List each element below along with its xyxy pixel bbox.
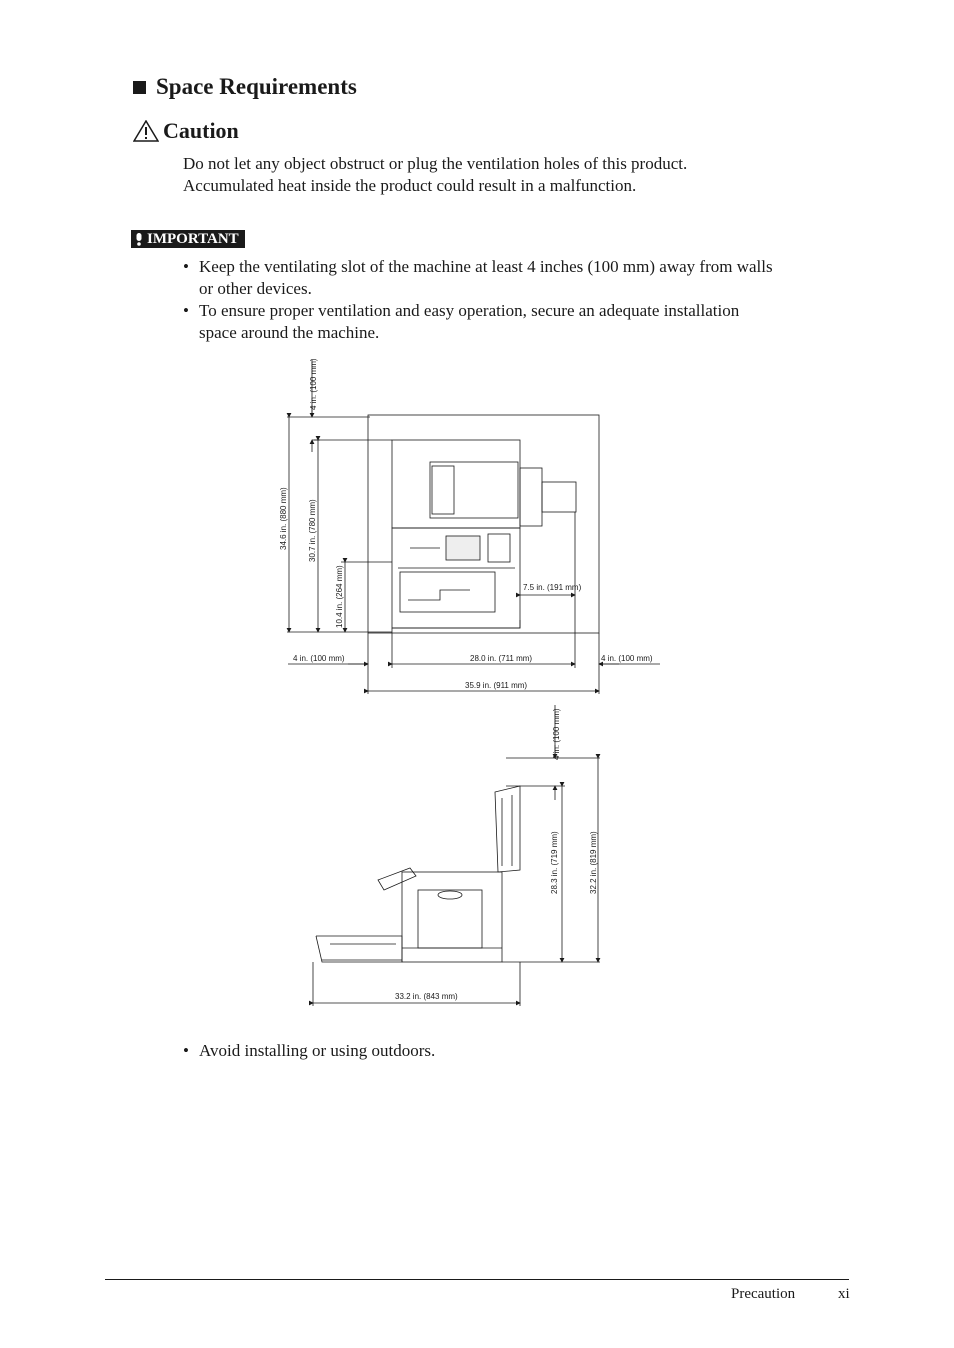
dim-label: 35.9 in. (911 mm): [465, 681, 528, 690]
top-view-diagram: [287, 360, 660, 694]
side-view-labels: [395, 708, 598, 1001]
paper-tray: [316, 936, 402, 962]
dim-label: 10.4 in. (264 mm): [335, 565, 344, 628]
dim-label: 33.2 in. (843 mm): [395, 992, 458, 1001]
dim-label: 7.5 in. (191 mm): [523, 583, 582, 592]
dim-label: 4 in. (100 mm): [309, 358, 318, 410]
list-item: • Avoid installing or using outdoors.: [183, 1041, 436, 1060]
dim-label: 28.3 in. (719 mm): [550, 831, 559, 894]
dim-label: 4 in. (100 mm): [552, 708, 561, 760]
machine-top-body: [392, 440, 520, 528]
caution-line: Do not let any object obstruct or plug the ventilation holes of this product.: [183, 154, 688, 173]
dim-label: 4 in. (100 mm): [601, 654, 653, 663]
open-feeder: [495, 786, 520, 872]
caution-line: Accumulated heat inside the product could result in a malfunction.: [183, 176, 637, 195]
footer-divider: [105, 1279, 849, 1280]
important-label: IMPORTANT: [147, 230, 239, 247]
dim-label: 34.6 in. (880 mm): [279, 487, 288, 550]
bullet-text: To ensure proper ventilation and easy operation, secure an adequate installation: [199, 301, 740, 320]
dim-label: 28.0 in. (711 mm): [470, 654, 533, 663]
bullet-text: or other devices.: [199, 279, 312, 298]
page-number: xi: [838, 1286, 850, 1302]
dim-label: 32.2 in. (819 mm): [589, 831, 598, 894]
bullet-text: Avoid installing or using outdoors.: [199, 1041, 436, 1060]
top-view-labels: [279, 358, 653, 690]
list-item: • Keep the ventilating slot of the machine at least 4 inches (100 mm) away from walls or other devices.: [183, 257, 773, 298]
dim-label: 4 in. (100 mm): [293, 654, 345, 663]
section-title: Space Requirements: [156, 74, 357, 99]
list-item: • To ensure proper ventilation and easy operation, secure an adequate installation space around the machine.: [183, 301, 740, 342]
bullet-text: Keep the ventilating slot of the machine at least 4 inches (100 mm) away from walls: [199, 257, 773, 276]
machine-side-body: [402, 872, 502, 962]
dim-label: 30.7 in. (780 mm): [308, 499, 317, 562]
footer-section: Precaution: [731, 1286, 796, 1302]
bullet-text: space around the machine.: [199, 323, 380, 342]
caution-title: Caution: [163, 118, 239, 143]
clearance-boundary: [368, 415, 599, 633]
